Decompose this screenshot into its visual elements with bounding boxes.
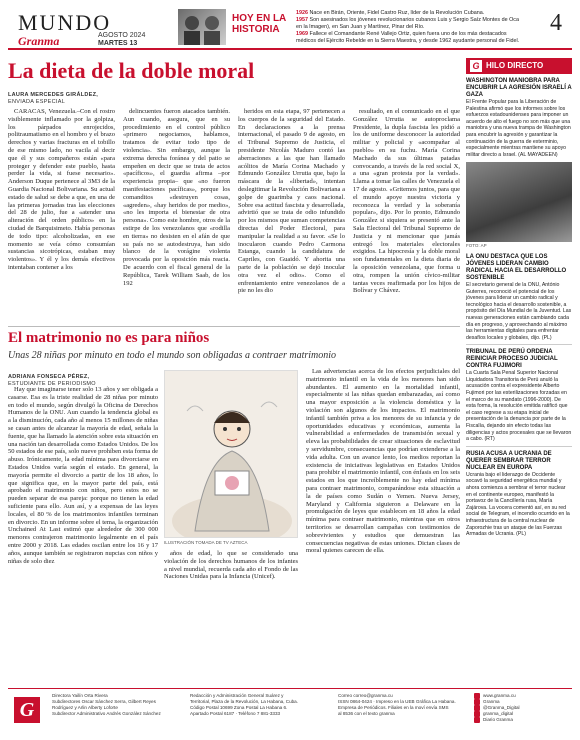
section-title: MUNDO [18, 10, 112, 35]
social-label: www.granma.cu [483, 693, 516, 698]
history-event [296, 10, 526, 17]
event-text: Son asesinados los jóvenes revolucionarios cubanos Luis y Sergio Saíz Montes de Oca en la Imagen), en San Juan y Martínez, Pinar del Río. [296, 17, 519, 30]
section-divider [8, 326, 460, 327]
byline-role: ENVIADA ESPECIAL [8, 99, 66, 105]
social-link[interactable] [474, 717, 572, 723]
brand-name: Granma [18, 34, 60, 48]
footer-line: Subdirector Administrativo Andrés González Sánchez [52, 711, 161, 716]
event-year: 1969 [296, 31, 310, 37]
footer-social-links [474, 693, 572, 723]
byline-author: LAURA MERCEDES GIRÁLDEZ, [8, 92, 99, 98]
footer-line: al 8536 con el texto granma [338, 711, 395, 716]
footer-staff [52, 693, 182, 717]
news-body: La Cuarta Sala Penal Superior Nacional Liquidadora Transitoria de Perú anuló la acusación contra el expresidente Alberto Fujimori por las esterilizaciones forzadas en el marco de su mandato (1996-2000). De esta forma, la resolución emitida ratificó que el caso regrese a su etapa inicial de presentación de la denuncia por parte de la Fiscalía, dejando sin efecto todas las diligencias y actos procesales que se llevaron a cabo. (RT) [466, 370, 572, 443]
footer-line: Redacción y Administración General Suárez y [190, 693, 284, 698]
history-photo [178, 9, 226, 45]
sidebar-header: G HILO DIRECTO [466, 58, 572, 74]
event-text: Fallece el Comandante René Vallejo Ortiz, quien fuera uno de los más destacados médicos del Ejército Rebelde en la Sierra Maestra, y desde 1962 ayudante personal de Fidel. [296, 31, 520, 44]
news-body: El Frente Popular para la Liberación de Palestina afirmó que los informes sobre los esfuerzos estadounidenses para imponer un acuerdo de alto el fuego no son más que una maniobra y una nueva trampa de Washington para encubrir la agresión y garantizar la continuación de la guerra de exterminio, especialmente mientras mantiene su apoyo militar directo a Israel. (AL MAYADEEN) [466, 99, 571, 158]
issue-date [98, 32, 145, 48]
sidebar-news-item [466, 254, 572, 341]
footer-contact [338, 693, 468, 717]
page-footer [8, 688, 572, 734]
news-title: RUSIA ACUSA A UCRANIA DE QUERER SEMBRAR TERROR NUCLEAR EN EUROPA [466, 450, 552, 471]
footer-line: Correo correo@granma.cu [338, 693, 393, 698]
event-year: 1957 [296, 17, 310, 23]
article2-subheadline: Unas 28 niñas por minuto en todo el mundo son obligadas a contraer matrimonio [8, 350, 337, 361]
photo-caption: FOTO: AP [466, 243, 487, 249]
history-event [296, 31, 526, 45]
social-label: granma_digital [483, 711, 514, 716]
illustration-caption: ILUSTRACIÓN TOMADA DE TV AZTECA [164, 540, 248, 545]
masthead [8, 6, 572, 50]
news-title: WASHINGTON MANIOBRA PARA ENCUBRIR LA AGRESIÓN ISRAELÍ A GAZA [466, 78, 572, 98]
article1-column-4: resultado, en el comunicado en el que González Urrutia se autoproclama Presidente, la dupla fascista les pidió a los de uniforme desconocer la autoridad militar y policial y «acompañar al pueblo» en su fuchu. María Corina Machado da sus últimas patadas convocando, a través de la red social X, a una «gran protesta por la verdad». Llama a tomar las calles de Venezuela el 17 de agosto. «Gritemos juntos, para que el mundo apoye nuestra victoria y reconozca la verdad y la soberanía popular», dijo. Por lo pronto, Edmundo González si siquiera se presentó ante la Sala Electoral del Tribunal Supremo de Justicia y ni mencionar que jamás entregó los materiales electorales exigidos. La hipocresía y la doble moral son fundamentales en la dieta diaria de la oposición venezolana, que forma u otra, rompen la unión cívico-militar tantas veces reafirmada por los hijos de Bolívar y Chávez. [353, 108, 460, 295]
history-box [178, 9, 288, 45]
article1-column-3: heridos en esta etapa, 97 pertenecen a los cuerpos de la seguridad del Estado. En declaraciones a la prensa internacional, el pasado 9 de agosto, en el Tribunal Supremo de Justicia, el presidente Nicolás Maduro contó las aberraciones a las que han llamado acólitos de María Corina Machado y Edmundo González Urrutia que, bajo la máscara de la «libertad», intentan deslegitimar la Revolución Bolivariana a golpe de guarimba y caos nacional. Sobre esa actitud fascista y desarrollada, advirtió que se trata de odio infundido por los mismos que suman competencias directas del Poder Electoral, para manipular la realidad a su favor. «Se lo inocularon cuando Pedro Carmona Estanga, cuando la candidatura de Capriles, con Guaidó. Y ahorita una parte de la población se dejó inocular otra vez el odio». Como el enfrentamiento entre venezolanos de a pie no les dio [238, 108, 345, 295]
granma-logo-icon: G [470, 60, 482, 72]
portrait-icon [178, 9, 226, 45]
social-icon [474, 717, 480, 723]
sidebar-photo [466, 162, 572, 242]
sidebar-hilo-directo [466, 58, 572, 683]
history-title: HOY EN LA HISTORIA [232, 13, 286, 35]
history-events [296, 10, 526, 45]
footer-line: Territorial, Plaza de la Revolución, La Habana, Cuba. [190, 699, 299, 704]
article2-column-1: Hay que imaginarse tener solo 13 años y ser obligada a casarse. Esa es la triste realidad de 28 niñas por minuto en todo el mundo, según divulgó la Oficina de Derechos Humanos de la ONU. Aun cuando la tendencia global es a la disminución, cada año al menos 15 millones de niñas se casan antes de alcanzar la mayoría de edad, señala la fuente, que ha llamado la atención sobre esta situación en una nación tan desarrollada como Estados Unidos. De los 50 estados de ese país, solo nueve prohíben esta forma de abuso. Irónicamente, la edad mínima para divorciarse en Estados Unidos varía según el estado. En general, la mayoría permite el divorcio a partir de los 18 años, lo que significa que, en la mayor parte del país, está aprobado el matrimonio con niños, pero estos no se pueden separar de esa pareja: porque no tienen la edad suficiente para ello. Aun así, y a expensas de las leyes locales, el 80 % de los matrimonios infantiles terminan en divorcio. En un informe sobre el tema, la organización Unchained At Last estimó que alrededor de 300 000 menores contrajeron matrimonio legalmente en el país entre 2000 y 2018. Las edades oscilan entre los 16 y 17 años, aunque también se registraron nupcias con niños y niñas de solo diez [8, 386, 158, 565]
footer-address [190, 693, 330, 717]
divider [466, 344, 572, 345]
event-year: 1926 [296, 10, 310, 16]
byline-role: ESTUDIANTE DE PERIODISMO [8, 381, 96, 387]
article-byline [8, 92, 460, 106]
article1-column-2: delincuentes fueron atacados también. Aun cuando, asegura, que en su procedimiento en el control público «primero negociamos, hablamos, tratamos de evitar todo tipo de violencia». Sin embargo, aunque la extrema derecha foránea y del patio se empeñen en decir que se trata de actos «pacíficos», el guardia afirma –por experiencia propia– que «no fueron manifestaciones pacíficas», porque los comanditos «destruyen cosas, «agreden», «hay heridos de por medio», «no les importa el bienestar de otra persona». Como este hombre, otros de la estirpe de los venezolanos que «rodilla en tierra» no desisten en el afán de que su país no se autodestruya, han sido blanco de la vorágine violenta provocada por la oposición más reacia. De acuerdo con el fiscal general de la República, Tarek William Saab, de los 192 [123, 108, 230, 287]
footer-line: Empresa de Periódicos. Filiales en la moví envía SMS [338, 705, 449, 710]
divider [466, 446, 572, 447]
footer-line: ISSN 0864-0424 · Impreso en la UEB Gráfica La Habana. [338, 699, 456, 704]
sidebar-news-item [466, 78, 572, 158]
history-event [296, 17, 526, 31]
article1-column-1: CARACAS, Venezuela.–Con el rostro visiblemente inflamado por la golpiza, los párpados enrojecidos, politraumatismo en el hombro y el brazo derechos y varias fracturas en el tobillo de ese mismo lado, no vacila al decir que él y sus compañeros están «para proteger y defender este pueblo, hasta perder la vida, si fuese necesario». Anderson Duque pertenece al 3M3 de la Guardia Nacional Bolivariana. Su actual estado de salud se debe a que, en una de las primeras jornadas tras las elecciones del 28 de julio, fue a «atender una alteración del orden público» en la ciudad de Barquisimeto. Había personas de todo tipo: alcoholizadas, en ese momento se veía cómo consumían sustancias sicotrópicas, estaban muy violentos». Y él y los demás efectivos intentaban contener a los [8, 108, 115, 271]
sidebar-news-item [466, 349, 572, 443]
byline-author: ADRIANA FONSECA PÉREZ, [8, 374, 90, 380]
article2-headline: El matrimonio no es para niños [8, 330, 210, 346]
granma-logo-icon: G [14, 697, 40, 723]
article2-column-3: Las advertencias acerca de los efectos perjudiciales del matrimonio infantil en la vida de los menores han sido abundantes. El aumento en la mortalidad infantil, especialmente si las niñas quedan embarazadas, así como una mayor exposición a la violencia doméstica y la violación son algunos de los impactos. El matrimonio infantil también priva a los menores de su infancia y de oportunidades educativas y económicas, aumenta la vulnerabilidad a enfermedades de transmisión sexual y eleva las probabilidades de crear situaciones de esclavitud y servidumbre, consecuencias que podrían extenderse a la vida adulta. Con un avance lento, los medios reportan la existencia de iniciativas legislativas en Estados Unidos para prohibir el matrimonio infantil, con énfasis en los seis estados en los que increíblemente no hay edad mínima para contraer matrimonio, comparándose esta situación a la de países como Sudán o Yemen. Nueva Jersey, Maryland y California siguieron a Delaware en la promulgación de leyes que establecen en 18 años la edad mínima para contraer matrimonio, mientras que en otros territorios se desarrollan campañas con testimonios de sobrevivientes y estudios que demuestran las consecuencias negativas de estas uniones. Dictan clases de moral quienes carecen de ella. [306, 368, 460, 555]
footer-line: Apartado Postal 6187 · Teléfono 7 881-3333 [190, 711, 281, 716]
news-body: Ucrania bajo el liderazgo de Occidente socavó la seguridad energética mundial y ahora comienza a sembrar el terror nuclear en el continente europeo, manifestó la portavoz de la Cancillería rusa, María Zajárova. La vocera comentó así, en su red social de Telegram, el incendio ocurrido en la infraestructura de la central nuclear de Zaporozhie tras un ataque de las Fuerzas Armadas de Ucrania. (PL) [466, 471, 570, 538]
social-label: Granma [483, 699, 500, 704]
footer-line: Rodríguez y Arlin Alberty Loforte [52, 705, 118, 710]
social-label: Diario Granma [483, 717, 513, 722]
footer-line: Código Postal 10699 Zona Postal La Habana 6. [190, 705, 288, 710]
article-headline: La dieta de la doble moral [8, 58, 255, 83]
article1-columns [8, 108, 460, 322]
date-day: MARTES 13 [98, 40, 138, 47]
article-doble-moral [8, 58, 460, 106]
news-title: LA ONU DESTACA QUE LOS JÓVENES LIDERAN CAMBIO RADICAL HACIA EL DESARROLLO SOSTENIBLE [466, 253, 567, 281]
news-body: El secretario general de la ONU, António Guterres, reconoció el potencial de los jóvenes para liderar un cambio radical y tecnológico hacia el desarrollo sostenible, a propósito del Día Mundial de la Juventud. Las nuevas generaciones están cambiando cada día en progreso, y aprovechando al máximo las herramientas digitales para enfrentar desafíos locales y globales, dijo. (PL) [466, 281, 572, 341]
footer-line: Directora Yailín Orta Rivera [52, 693, 108, 698]
event-text: Nace en Birán, Oriente, Fidel Castro Ruz, líder de la Revolución Cubana. [309, 10, 485, 16]
date-month: AGOSTO 2024 [98, 32, 146, 39]
footer-line: Subdirectores Oscar Sánchez Serra, Gilbert Reyes [52, 699, 156, 704]
news-title: TRIBUNAL DE PERÚ ORDENA REINICIAR PROCESO JUDICIAL CONTRA FUJIMORI [466, 349, 558, 370]
sidebar-news-item [466, 451, 572, 538]
social-label: @Granma_Digital [483, 705, 520, 710]
page-number: 4 [550, 10, 562, 36]
illustration [164, 370, 298, 538]
article2-column-2: años de edad, lo que se considerado una violación de los derechos humanos de los infantes a nivel mundial, recuerda cada año el Fondo de las Naciones Unidas para la Infancia (Unicef). [164, 550, 298, 581]
child-bride-illustration [165, 371, 298, 538]
